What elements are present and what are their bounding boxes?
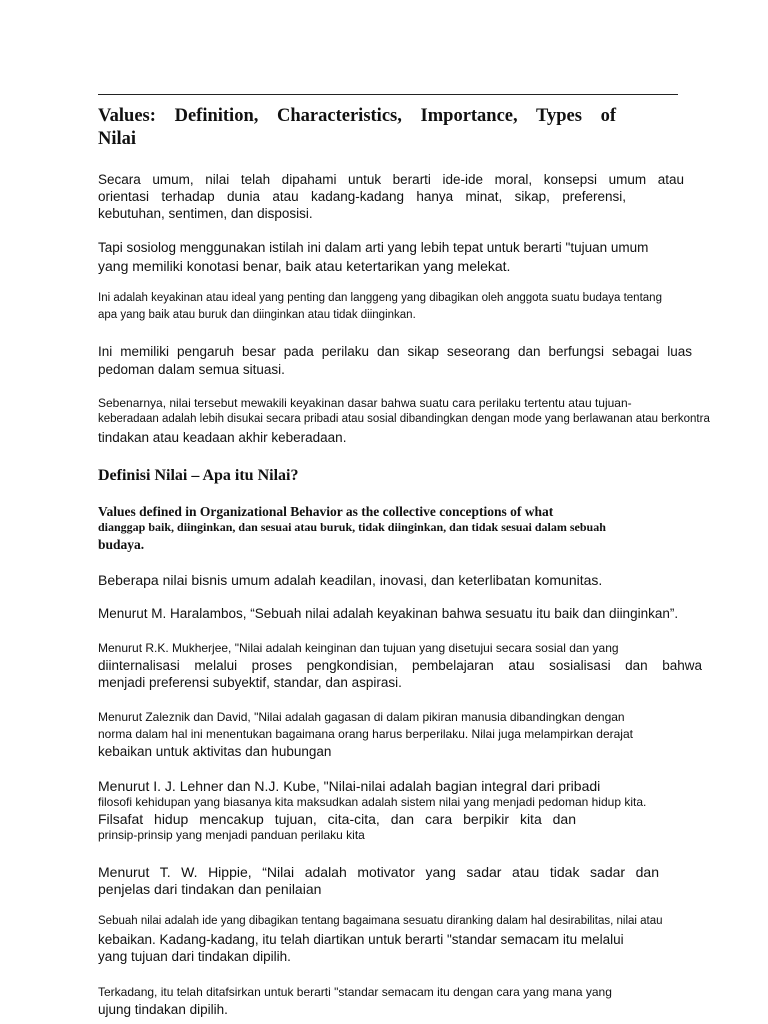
paragraph-9-line-1: Menurut R.K. Mukherjee, "Nilai adalah keinginan dan tujuan yang disetujui secara sosial dan yang [98, 641, 619, 655]
paragraph-1-line-2: orientasi terhadap dunia atau kadang-kadang hanya minat, sikap, preferensi, [98, 189, 626, 204]
paragraph-8: Menurut M. Haralambos, “Sebuah nilai adalah keyakinan bahwa sesuatu itu baik dan diinginkan”. [98, 606, 679, 621]
paragraph-6-line-1: Values defined in Organizational Behavior as the collective conceptions of what [98, 504, 554, 519]
paragraph-3-line-2: apa yang baik atau buruk dan diinginkan atau tidak diinginkan. [98, 309, 416, 321]
paragraph-2-line-1: Tapi sosiolog menggunakan istilah ini dalam arti yang lebih tepat untuk berarti "tujuan umum [98, 240, 649, 255]
paragraph-1-line-3: kebutuhan, sentimen, dan disposisi. [98, 206, 313, 221]
paragraph-10-line-1: Menurut Zaleznik dan David, "Nilai adalah gagasan di dalam pikiran manusia dibandingkan dengan [98, 710, 625, 724]
paragraph-12-line-2: penjelas dari tindakan dan penilaian [98, 881, 322, 897]
paragraph-10-line-2: norma dalam hal ini menentukan bagaimana orang harus berperilaku. Nilai juga melampirkan derajat [98, 727, 633, 741]
section-heading: Definisi Nilai – Apa itu Nilai? [98, 467, 299, 484]
paragraph-9-line-2: diinternalisasi melalui proses pengkondisian, pembelajaran atau sosialisasi dan bahwa [98, 658, 702, 673]
page-title-line-1: Values: Definition, Characteristics, Importance, Types of [98, 106, 616, 126]
paragraph-9-line-3: menjadi preferensi subyektif, standar, dan aspirasi. [98, 675, 402, 690]
paragraph-1-line-1: Secara umum, nilai telah dipahami untuk berarti ide-ide moral, konsepsi umum atau [98, 172, 684, 187]
paragraph-14-line-2: ujung tindakan dipilih. [98, 1002, 228, 1017]
paragraph-3-line-1: Ini adalah keyakinan atau ideal yang penting dan langgeng yang dibagikan oleh anggota suatu budaya tentang [98, 292, 662, 304]
paragraph-2-line-2: yang memiliki konotasi benar, baik atau ketertarikan yang melekat. [98, 258, 511, 274]
paragraph-11-line-2: filosofi kehidupan yang biasanya kita maksudkan adalah sistem nilai yang menjadi pedoman hidup kita. [98, 795, 647, 809]
paragraph-4-line-1: Ini memiliki pengaruh besar pada perilaku dan sikap seseorang dan berfungsi sebagai luas [98, 344, 692, 359]
paragraph-5-line-2: keberadaan adalah lebih disukai secara pribadi atau sosial dibandingkan dengan mode yang berlawanan atau berkontra [98, 413, 710, 425]
paragraph-7: Beberapa nilai bisnis umum adalah keadilan, inovasi, dan keterlibatan komunitas. [98, 572, 603, 588]
paragraph-5-line-3: tindakan atau keadaan akhir keberadaan. [98, 430, 347, 445]
paragraph-10-line-3: kebaikan untuk aktivitas dan hubungan [98, 744, 332, 759]
paragraph-5-line-1: Sebenarnya, nilai tersebut mewakili keyakinan dasar bahwa suatu cara perilaku tertentu atau tujuan- [98, 396, 632, 410]
paragraph-4-line-2: pedoman dalam semua situasi. [98, 362, 285, 377]
paragraph-6-line-2: dianggap baik, diinginkan, dan sesuai atau buruk, tidak diinginkan, dan tidak sesuai dalam sebuah [98, 520, 606, 534]
paragraph-12-line-1: Menurut T. W. Hippie, “Nilai adalah motivator yang sadar atau tidak sadar dan [98, 864, 659, 880]
paragraph-13-line-1: Sebuah nilai adalah ide yang dibagikan tentang bagaimana sesuatu diranking dalam hal desirabilitas, nilai atau [98, 915, 663, 927]
page-title-line-2: Nilai [98, 129, 137, 149]
paragraph-13-line-3: yang tujuan dari tindakan dipilih. [98, 949, 291, 964]
paragraph-11-line-1: Menurut I. J. Lehner dan N.J. Kube, "Nilai-nilai adalah bagian integral dari pribadi [98, 778, 601, 794]
paragraph-13-line-2: kebaikan. Kadang-kadang, itu telah diartikan untuk berarti "standar semacam itu melalui [98, 932, 624, 947]
paragraph-11-line-3: Filsafat hidup mencakup tujuan, cita-cita, dan cara berpikir kita dan [98, 811, 576, 827]
paragraph-11-line-4: prinsip-prinsip yang menjadi panduan perilaku kita [98, 828, 365, 842]
paragraph-6-line-3: budaya. [98, 537, 145, 552]
paragraph-14-line-1: Terkadang, itu telah ditafsirkan untuk berarti "standar semacam itu dengan cara yang mana yang [98, 985, 612, 999]
top-divider [98, 94, 678, 95]
